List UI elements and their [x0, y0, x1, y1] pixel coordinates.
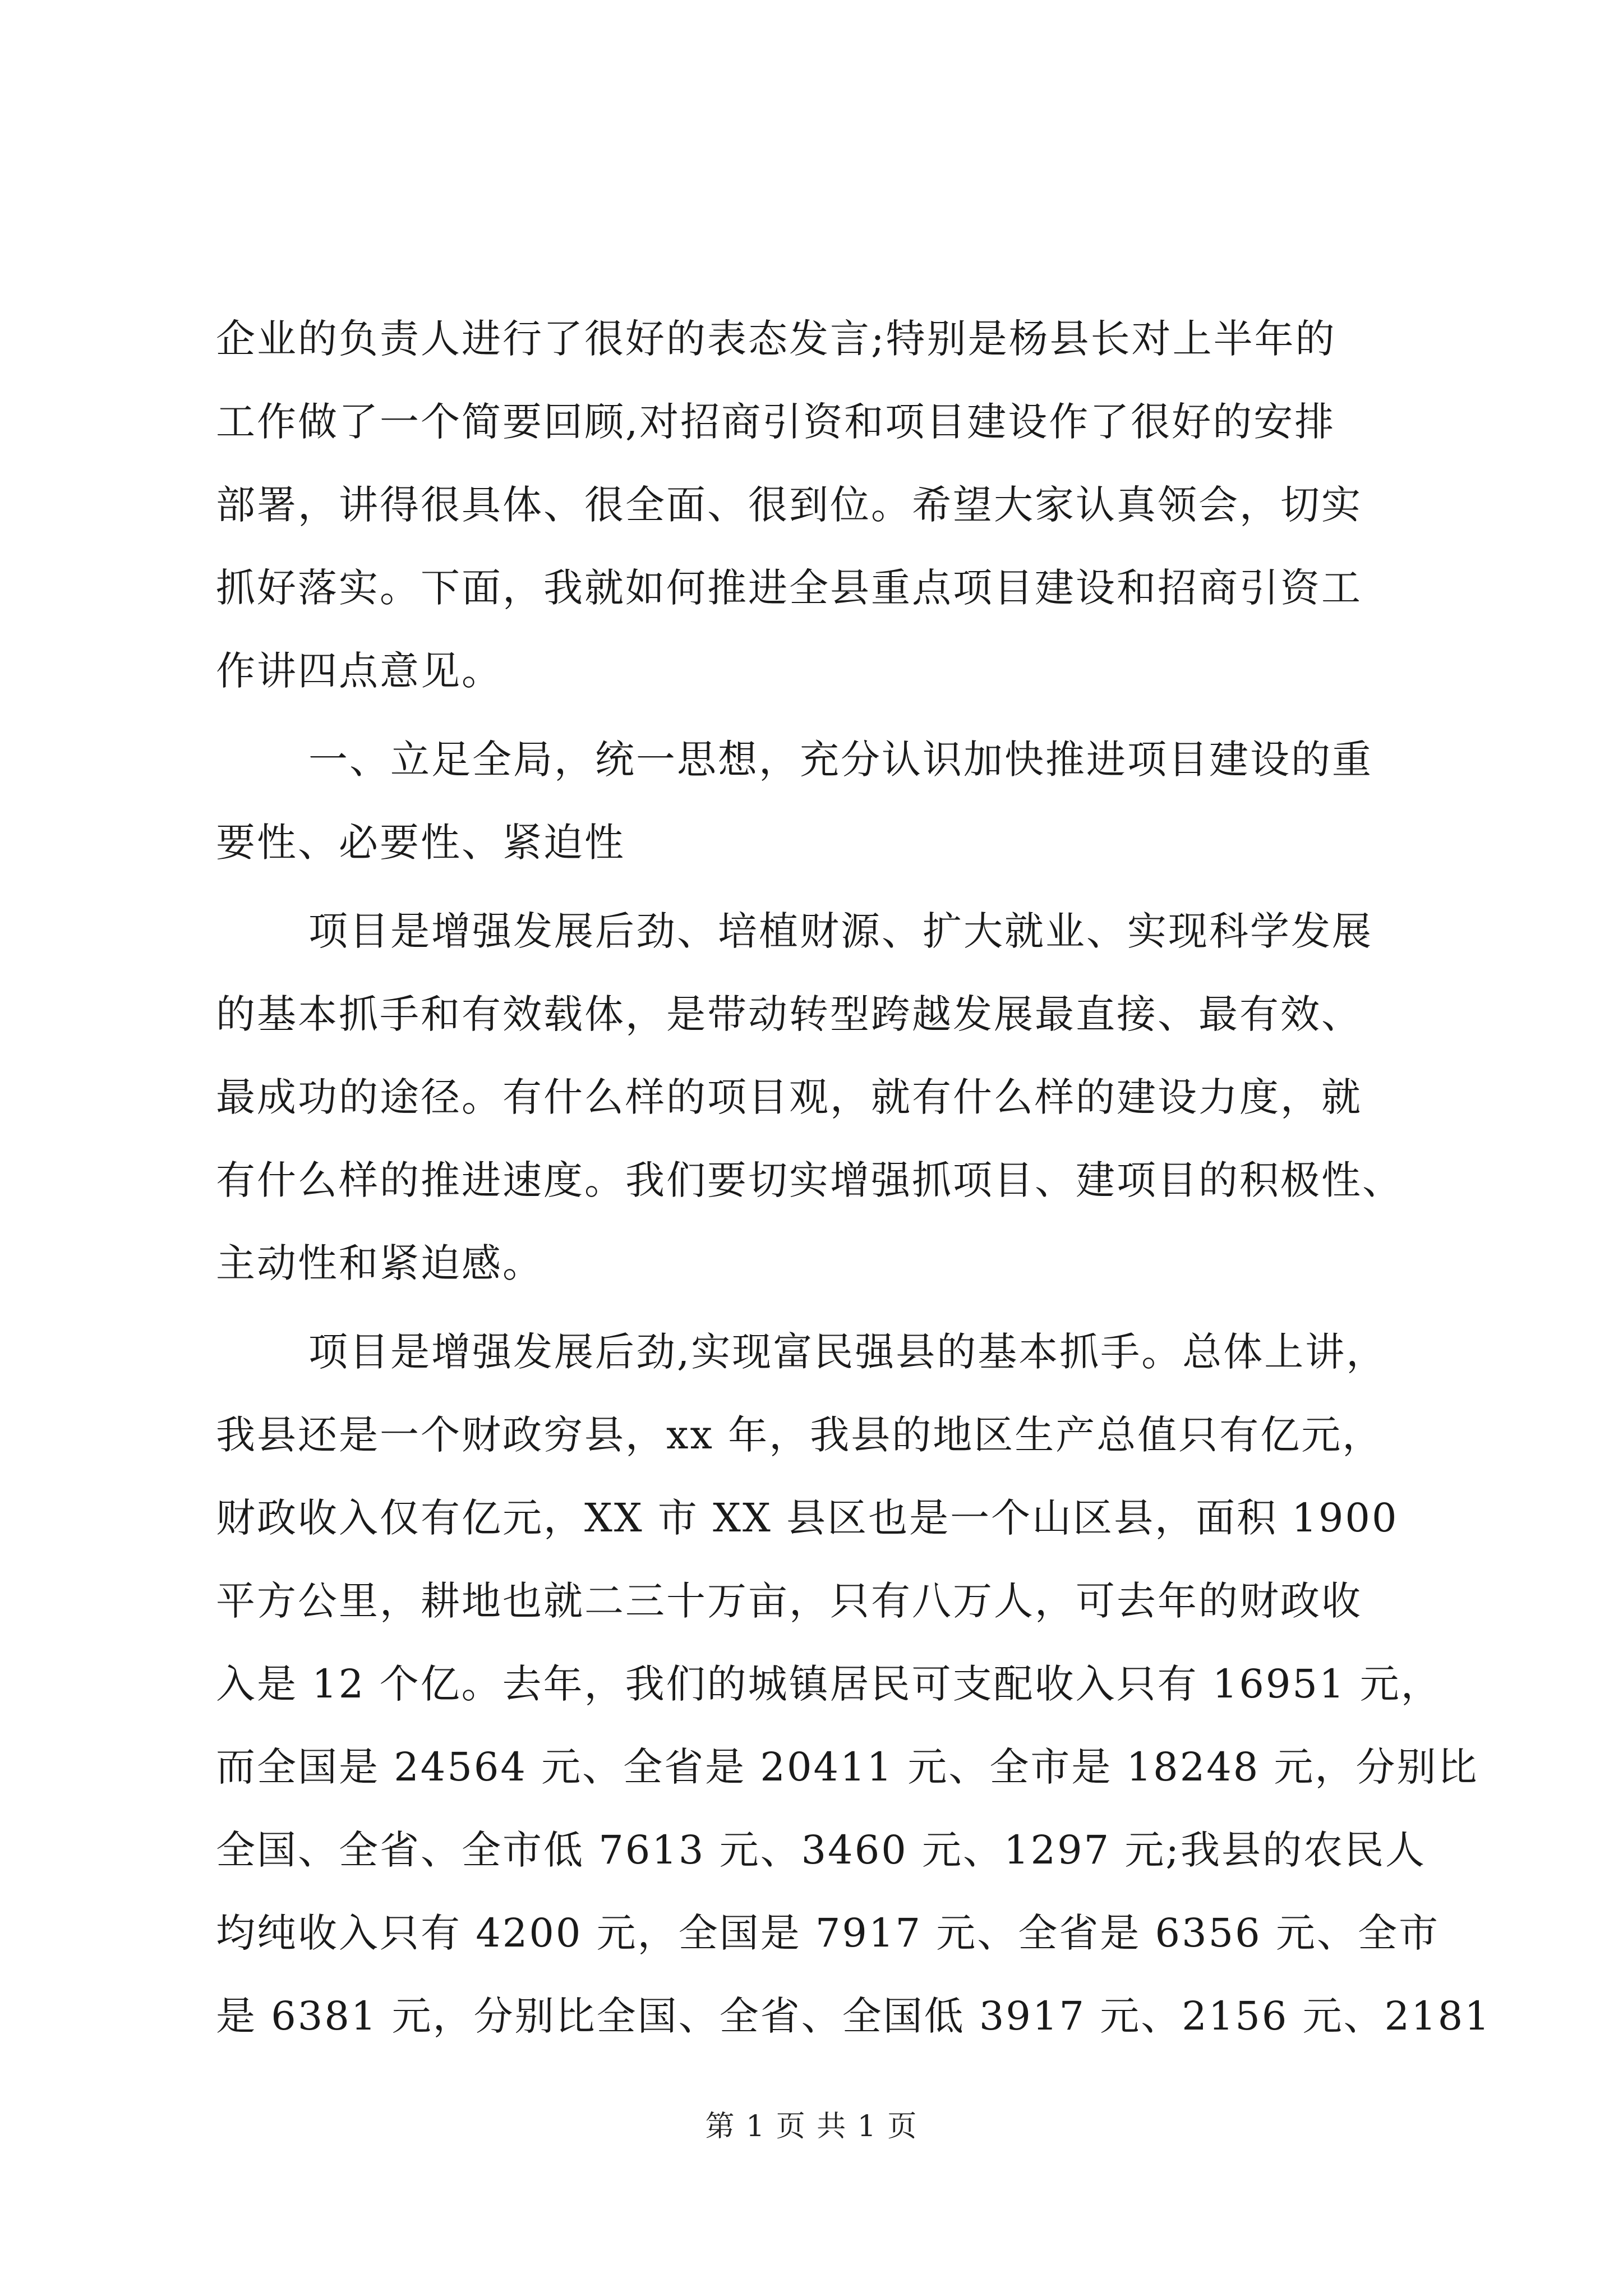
page-footer: 第 1 页 共 1 页: [705, 2110, 918, 2143]
text-line: 财政收入仅有亿元，XX 市 XX 县区也是一个山区县，面积 1900: [216, 1495, 1399, 1541]
text-line: 而全国是 24564 元、全省是 20411 元、全市是 18248 元，分别比: [216, 1744, 1479, 1790]
text-line: 平方公里，耕地也就二三十万亩，只有八万人，可去年的财政收: [216, 1578, 1362, 1624]
text-line: 的基本抓手和有效载体，是带动转型跨越发展最直接、最有效、: [216, 991, 1362, 1037]
text-line: 项目是增强发展后劲,实现富民强县的基本抓手。总体上讲，: [308, 1329, 1387, 1375]
text-line: 部署，讲得很具体、很全面、很到位。希望大家认真领会，切实: [216, 482, 1362, 528]
text-line: 入是 12 个亿。去年，我们的城镇居民可支配收入只有 16951 元，: [216, 1661, 1442, 1707]
text-line: 我县还是一个财政穷县，xx 年，我县的地区生产总值只有亿元，: [216, 1412, 1384, 1458]
text-line: 均纯收入只有 4200 元，全国是 7917 元、全省是 6356 元、全市: [216, 1910, 1440, 1956]
text-line: 作讲四点意见。: [216, 648, 502, 694]
text-line: 是 6381 元，分别比全国、全省、全国低 3917 元、2156 元、2181: [216, 1993, 1491, 2039]
text-line: 全国、全省、全市低 7613 元、3460 元、1297 元;我县的农民人: [216, 1827, 1427, 1873]
text-line: 抓好落实。下面，我就如何推进全县重点项目建设和招商引资工: [216, 565, 1362, 611]
text-line: 项目是增强发展后劲、培植财源、扩大就业、实现科学发展: [308, 908, 1373, 954]
text-line: 最成功的途径。有什么样的项目观，就有什么样的建设力度，就: [216, 1074, 1362, 1120]
text-line: 有什么样的推进速度。我们要切实增强抓项目、建项目的积极性、: [216, 1157, 1403, 1203]
body-text: [216, 297, 1491, 2058]
text-line: 工作做了一个简要回顾,对招商引资和项目建设作了很好的安排: [216, 399, 1336, 445]
section-heading-line: 要性、必要性、紧迫性: [216, 820, 625, 866]
section-heading-line: 一、立足全局，统一思想，充分认识加快推进项目建设的重: [308, 737, 1373, 783]
text-line: 企业的负责人进行了很好的表态发言;特别是杨县长对上半年的: [216, 316, 1336, 362]
text-line: 主动性和紧迫感。: [216, 1240, 543, 1286]
